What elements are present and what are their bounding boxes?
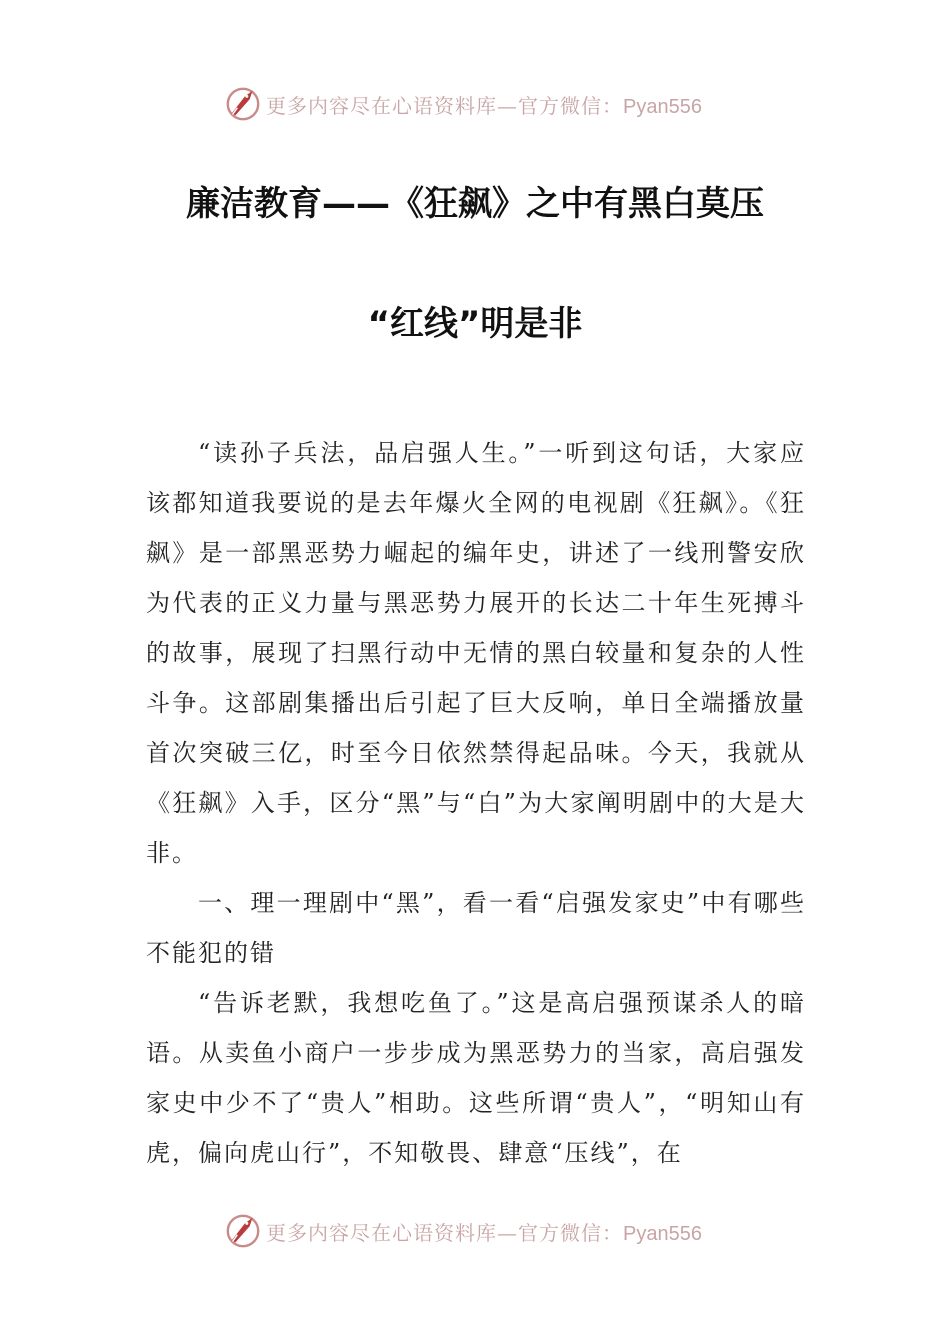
watermark-text-cn: 更多内容尽在心语资料库—官方微信： <box>266 1220 623 1245</box>
paragraph-intro: “读孙子兵法，品启强人生。”一听到这句话，大家应该都知道我要说的是去年爆火全网的电视剧《狂飙》。《狂飙》是一部黑恶势力崛起的编年史，讲述了一线刑警安欣为代表的正义力量与黑恶势力展开的长达二十年生死搏斗的故事，展现了扫黑行动中无情的黑白较量和复杂的人性斗争。这部剧集播出后引起了巨大反响，单日全端播放量首次突破三亿，时至今日依然禁得起品味。今天，我就从《狂飙》入手，区分“黑”与“白”为大家阐明剧中的大是大非。 <box>146 439 806 867</box>
paragraph-section-heading: 一、理一理剧中“黑”，看一看“启强发家史”中有哪些不能犯的错 <box>146 889 806 967</box>
watermark-wechat-id: Pyan556 <box>623 95 702 118</box>
document-title-line2: “红线”明是非 <box>367 304 583 344</box>
watermark-text <box>266 90 702 119</box>
document-title-line1: 廉洁教育——《狂飙》之中有黑白莫压 <box>186 184 764 224</box>
paragraph-section-body: “告诉老默，我想吃鱼了。”这是高启强预谋杀人的暗语。从卖鱼小商户一步步成为黑恶势力的当家，高启强发家史中少不了“贵人”相助。这些所谓“贵人”，“明知山有虎，偏向虎山行”，不知敬畏、肆意“压线”，在 <box>146 989 806 1167</box>
watermark-text-cn: 更多内容尽在心语资料库—官方微信： <box>266 93 623 118</box>
document-body <box>146 428 806 1178</box>
watermark-text <box>266 1217 702 1246</box>
watermark-banner-bottom <box>224 1211 744 1251</box>
watermark-banner-top <box>224 84 744 124</box>
watermark-wechat-id: Pyan556 <box>623 1222 702 1245</box>
pen-nib-logo-icon <box>224 85 262 123</box>
pen-nib-logo-icon <box>224 1212 262 1250</box>
